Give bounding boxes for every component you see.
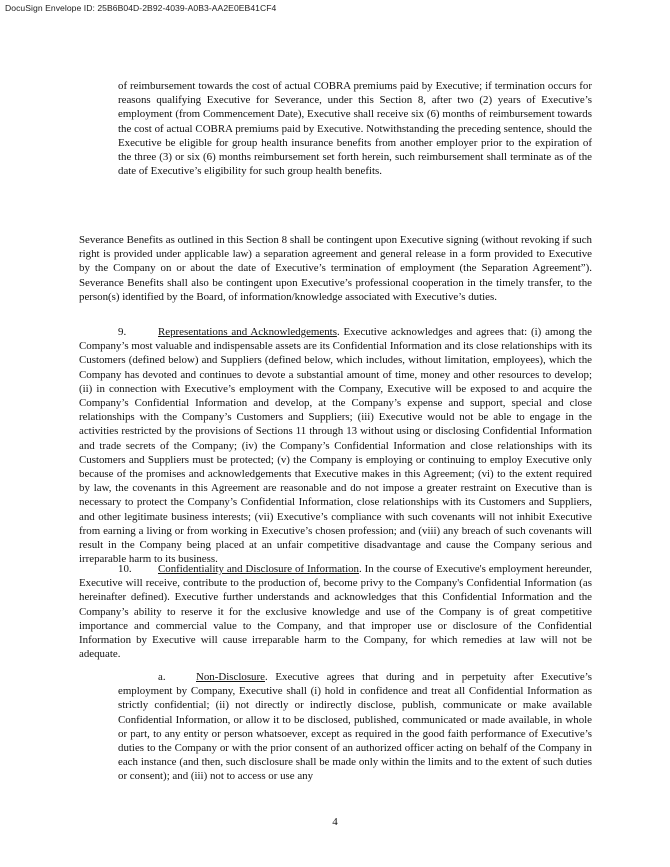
section-10a-label: a. — [158, 671, 166, 683]
page-number: 4 — [332, 816, 338, 828]
section-9-number: 9. — [118, 326, 127, 338]
section-10 — [79, 562, 592, 661]
section-10-number: 10. — [118, 563, 132, 575]
section-10-heading: Confidentiality and Disclosure of Information — [158, 563, 359, 575]
section-10-text — [79, 562, 592, 661]
section-10-body: . In the course of Executive's employment hereunder, Executive will receive, contribute to the production of, become privy to the Company's Confidential Information (as hereinafter defined). Executive further understands and acknowledges that this Confidential Information and the Company’s ability to reserve it for the exclusive knowledge and use of the Company is of great competitive importance and commercial value to the Company, and that improper use or disclosure of the Confidential Information by Executive will cause irreparable harm to the Company, for which remedies at law will not be adequate. — [79, 563, 592, 661]
section-10a-body: . Executive agrees that during and in perpetuity after Executive’s employment by Company, Executive shall (i) hold in confidence and treat all Confidential Information as strictly confidential; (ii) not directly or indirectly disclose, publish, communicate or make available Confidential Information, or allow it to be disclosed, published, communicated or made available, in whole or part, to any entity or person whatsoever, except as required in the good faith performance of Executive’s duties to the Company or with the prior consent of an authorized officer acting on behalf of the Company in each instance (and then, such disclosure shall be made only within the limits and to the extent of such duties or consent); and (iii) not to access or use any — [118, 671, 592, 783]
docusign-envelope-id: DocuSign Envelope ID: 25B6B04D-2B92-4039-A0B3-AA2E0EB41CF4 — [5, 3, 277, 13]
paragraph-text: of reimbursement towards the cost of actual COBRA premiums paid by Executive; if termination occurs for reasons qualifying Executive for Severance, under this Section 8, after two (2) years of Executive’s employment (from Commencement Date), Executive shall receive six (6) months of reimbursement towards the cost of actual COBRA premiums paid by Executive. Notwithstanding the preceding sentence, should the Executive be eligible for group health insurance benefits from another employer prior to the expiration of the three (3) or six (6) months reimbursement set forth herein, such reimbursement shall terminate as of the date of Executive’s eligibility for such group health benefits. — [118, 80, 592, 178]
section-10a — [118, 670, 592, 784]
section-9 — [79, 325, 592, 566]
section-9-body: . Executive acknowledges and agrees that: (i) among the Company’s most valuable and indispensable assets are its Confidential Information and its close relationships with its Customers (defined below) and Suppliers (defined below, which includes, without limitation, employees), which the Company has devoted and continues to devote a substantial amount of time, money and other resources to develop; (ii) in connection with Executive’s employment with the Company, Executive will be exposed to and acquire the Company’s Confidential Information and develop, at the Company’s expense and support, special and close relationships with the Company’s Customers and Suppliers; (iii) Executive would not be able to engage in the activities restricted by the provisions of Sections 11 through 13 without using or disclosing Confidential Information and trade secrets of the Company; (iv) the Company’s Confidential Information and close relationships with its Customers and Suppliers must be protected; (v) the Company is employing or continuing to employ Executive only because of the promises and acknowledgements that Executive makes in this Agreement; (vi) to the extent required by law, the covenants in this Agreement are reasonable and do not impose a greater restraint on Executive than is necessary to protect the Company’s Confidential Information, close relationships with its Customers and Suppliers, and other legitimate business interests; (vii) Executive’s compliance with such covenants will not inhibit Executive from earning a living or from working in Executive’s chosen profession; and (viii) any breach of such covenants will result in the Company being placed at an unfair competitive disadvantage and cause the Company serious and irreparable harm to its business. — [79, 326, 592, 566]
section-9-text — [79, 325, 592, 566]
section-10a-heading: Non-Disclosure — [196, 671, 265, 683]
paragraph-severance-benefits — [79, 233, 592, 304]
section-9-heading: Representations and Acknowledgements — [158, 326, 337, 338]
section-10a-text — [118, 670, 592, 784]
paragraph-cobra-continuation — [118, 79, 592, 178]
paragraph-text: Severance Benefits as outlined in this Section 8 shall be contingent upon Executive signing (without revoking if such right is provided under applicable law) a separation agreement and general release in a form provided to Executive by the Company on or about the date of Executive’s termination of employment (the Separation Agreement”). Severance Benefits shall also be contingent upon Executive’s professional cooperation in the timely transfer, to the person(s) identified by the Board, of information/knowledge associated with Executive’s duties. — [79, 234, 592, 303]
